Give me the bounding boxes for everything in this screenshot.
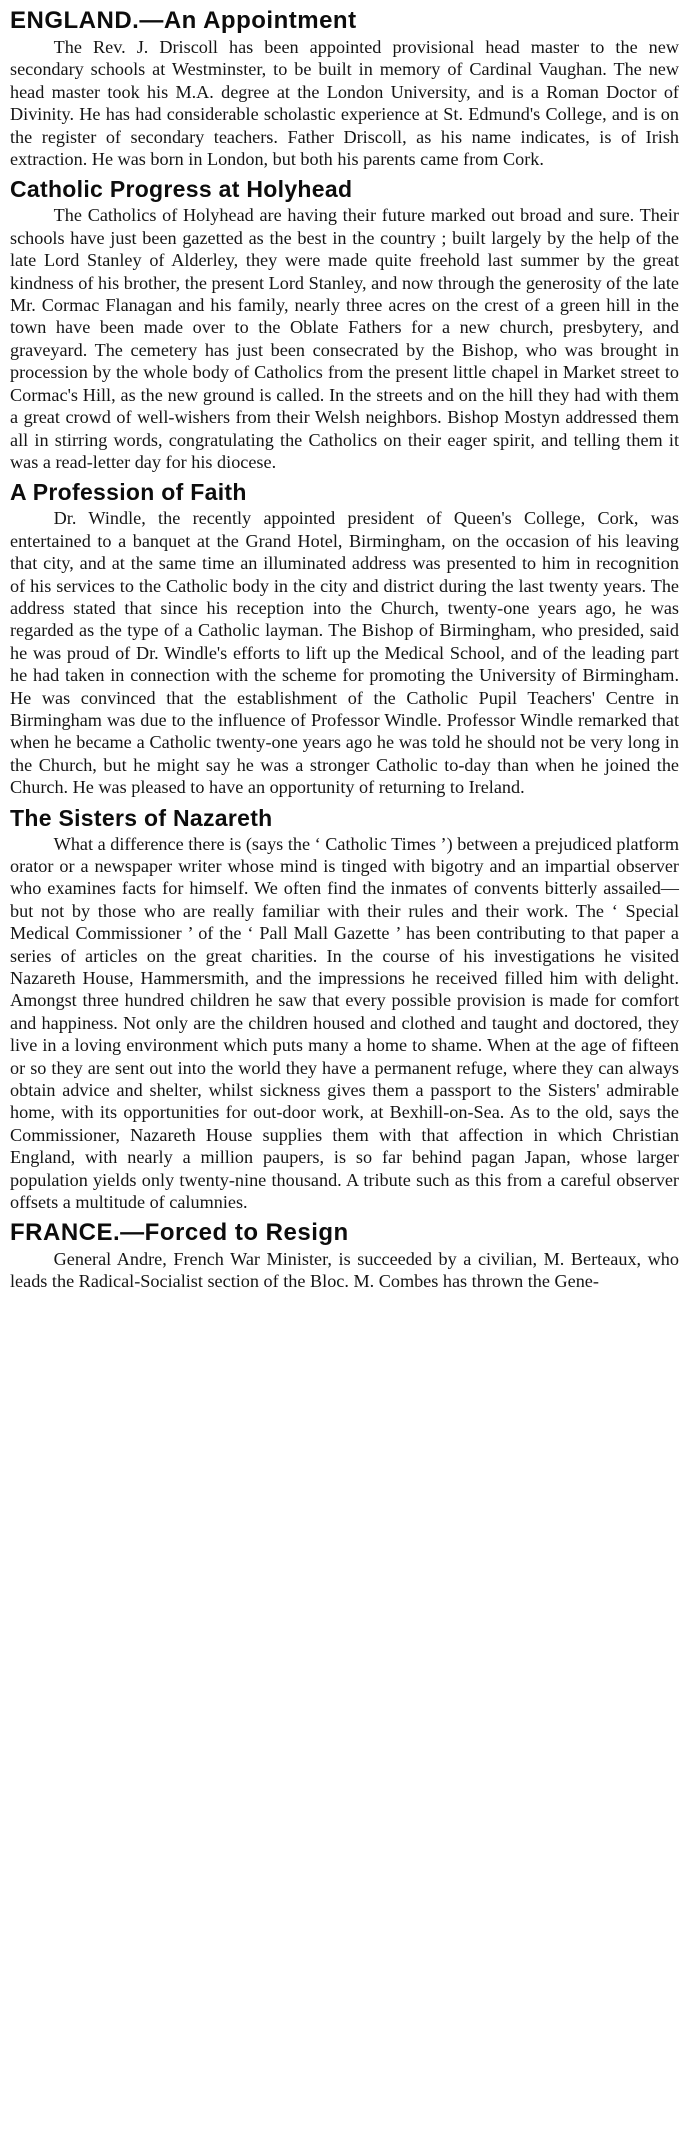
article-body: Dr. Windle, the recently appointed president of Queen's College, Cork, was entertained to a banquet at the Grand Hotel, Birmingham, on the occasion of his leaving that city, and at the same time an illuminated address was presented to him in recognition of his services to the Catholic body in the city and district during the last twenty years. The address stated that since his reception into the Church, twenty-one years ago, he was regarded as the type of a Catholic layman. The Bishop of Birmingham, who presided, said he was proud of Dr. Windle's efforts to lift up the Medical School, and of the leading part he had taken in connection with the scheme for promoting the University of Birmingham. He was convinced that the establishment of the Catholic Pupil Teachers' Centre in Birmingham was due to the influence of Professor Windle. Professor Windle remarked that when he became a Catholic twenty-one years ago he was told he should not be very long in the Church, but he might say he was a stronger Catholic to-day than when he joined the Church. He was pleased to have an opportunity of returning to Ireland. xyxy=(10,508,679,798)
article-body: What a difference there is (says the ‘ Catholic Times ’) between a prejudiced platform orator or a newspaper writer whose mind is tinged with bigotry and an impartial observer who examines facts for himself. We often find the inmates of convents bitterly assailed—but not by those who are really familiar with their rules and their work. The ‘ Special Medical Commissioner ’ of the ‘ Pall Mall Gazette ’ has been contributing to that paper a series of articles on the great charities. In the course of his investigations he visited Nazareth House, Hammersmith, and the impressions he received filled him with delight. Amongst three hundred children he saw that every possible provision is made for comfort and happiness. Not only are the children housed and clothed and taught and doctored, they live in a loving environment which puts many a home to shame. When at the age of fifteen or so they are sent out into the world they have a permanent refuge, where they can always obtain advice and shelter, whilst sickness gives them a passport to the Sisters' admirable home, with its opportunities for out-door work, at Bexhill-on-Sea. As to the old, says the Commissioner, Nazareth House supplies them with that affection in which Christian England, with nearly a million paupers, is so far behind pagan Japan, whose larger population yields only twenty-nine thousand. A tribute such as this from a careful observer offsets a multitude of calumnies. xyxy=(10,833,679,1213)
article-heading: A Profession of Faith xyxy=(10,479,247,506)
article-sisters-of-nazareth xyxy=(10,803,679,1214)
article-profession-of-faith xyxy=(10,477,679,798)
article-holyhead xyxy=(10,174,679,473)
article-france-resign xyxy=(10,1218,679,1293)
article-heading: FRANCE.—Forced to Resign xyxy=(10,1218,349,1246)
article-heading: Catholic Progress at Holyhead xyxy=(10,176,353,203)
article-body: The Catholics of Holyhead are having their future marked out broad and sure. Their schools have just been gazetted as the best in the country ; built largely by the help of the late Lord Stanley of Alderley, they were made quite freehold last summer by the great kindness of his brother, the present Lord Stanley, and now through the generosity of the late Mr. Cormac Flanagan and his family, nearly three acres on the crest of a green hill in the town have been made over to the Oblate Fathers for a new church, presbytery, and graveyard. The cemetery has just been consecrated by the Bishop, who was brought in procession by the whole body of Catholics from the present little chapel in Market street to Cormac's Hill, as the new ground is called. In the streets and on the hill they had with them a great crowd of well-wishers from their Welsh neighbors. Bishop Mostyn addressed them all in stirring words, congratulating the Catholics on their eager spirit, and telling them it was a read-letter day for his diocese. xyxy=(10,205,679,472)
article-body: General Andre, French War Minister, is succeeded by a civilian, M. Berteaux, who leads the Radical-Socialist section of the Bloc. M. Combes has thrown the Gene- xyxy=(10,1248,679,1291)
article-heading: ENGLAND.—An Appointment xyxy=(10,7,357,34)
article-heading: The Sisters of Nazareth xyxy=(10,804,273,831)
article-body: The Rev. J. Driscoll has been appointed provisional head master to the new secondary schools at Westminster, to be built in memory of Cardinal Vaughan. The new head master took his M.A. degree at the London University, and is a Roman Doctor of Divinity. He has had considerable scholastic experience at St. Edmund's College, and is on the register of secondary teachers. Father Driscoll, as his name indicates, is of Irish extraction. He was born in London, but both his parents came from Cork. xyxy=(10,37,679,170)
article-england-appointment xyxy=(10,6,679,170)
